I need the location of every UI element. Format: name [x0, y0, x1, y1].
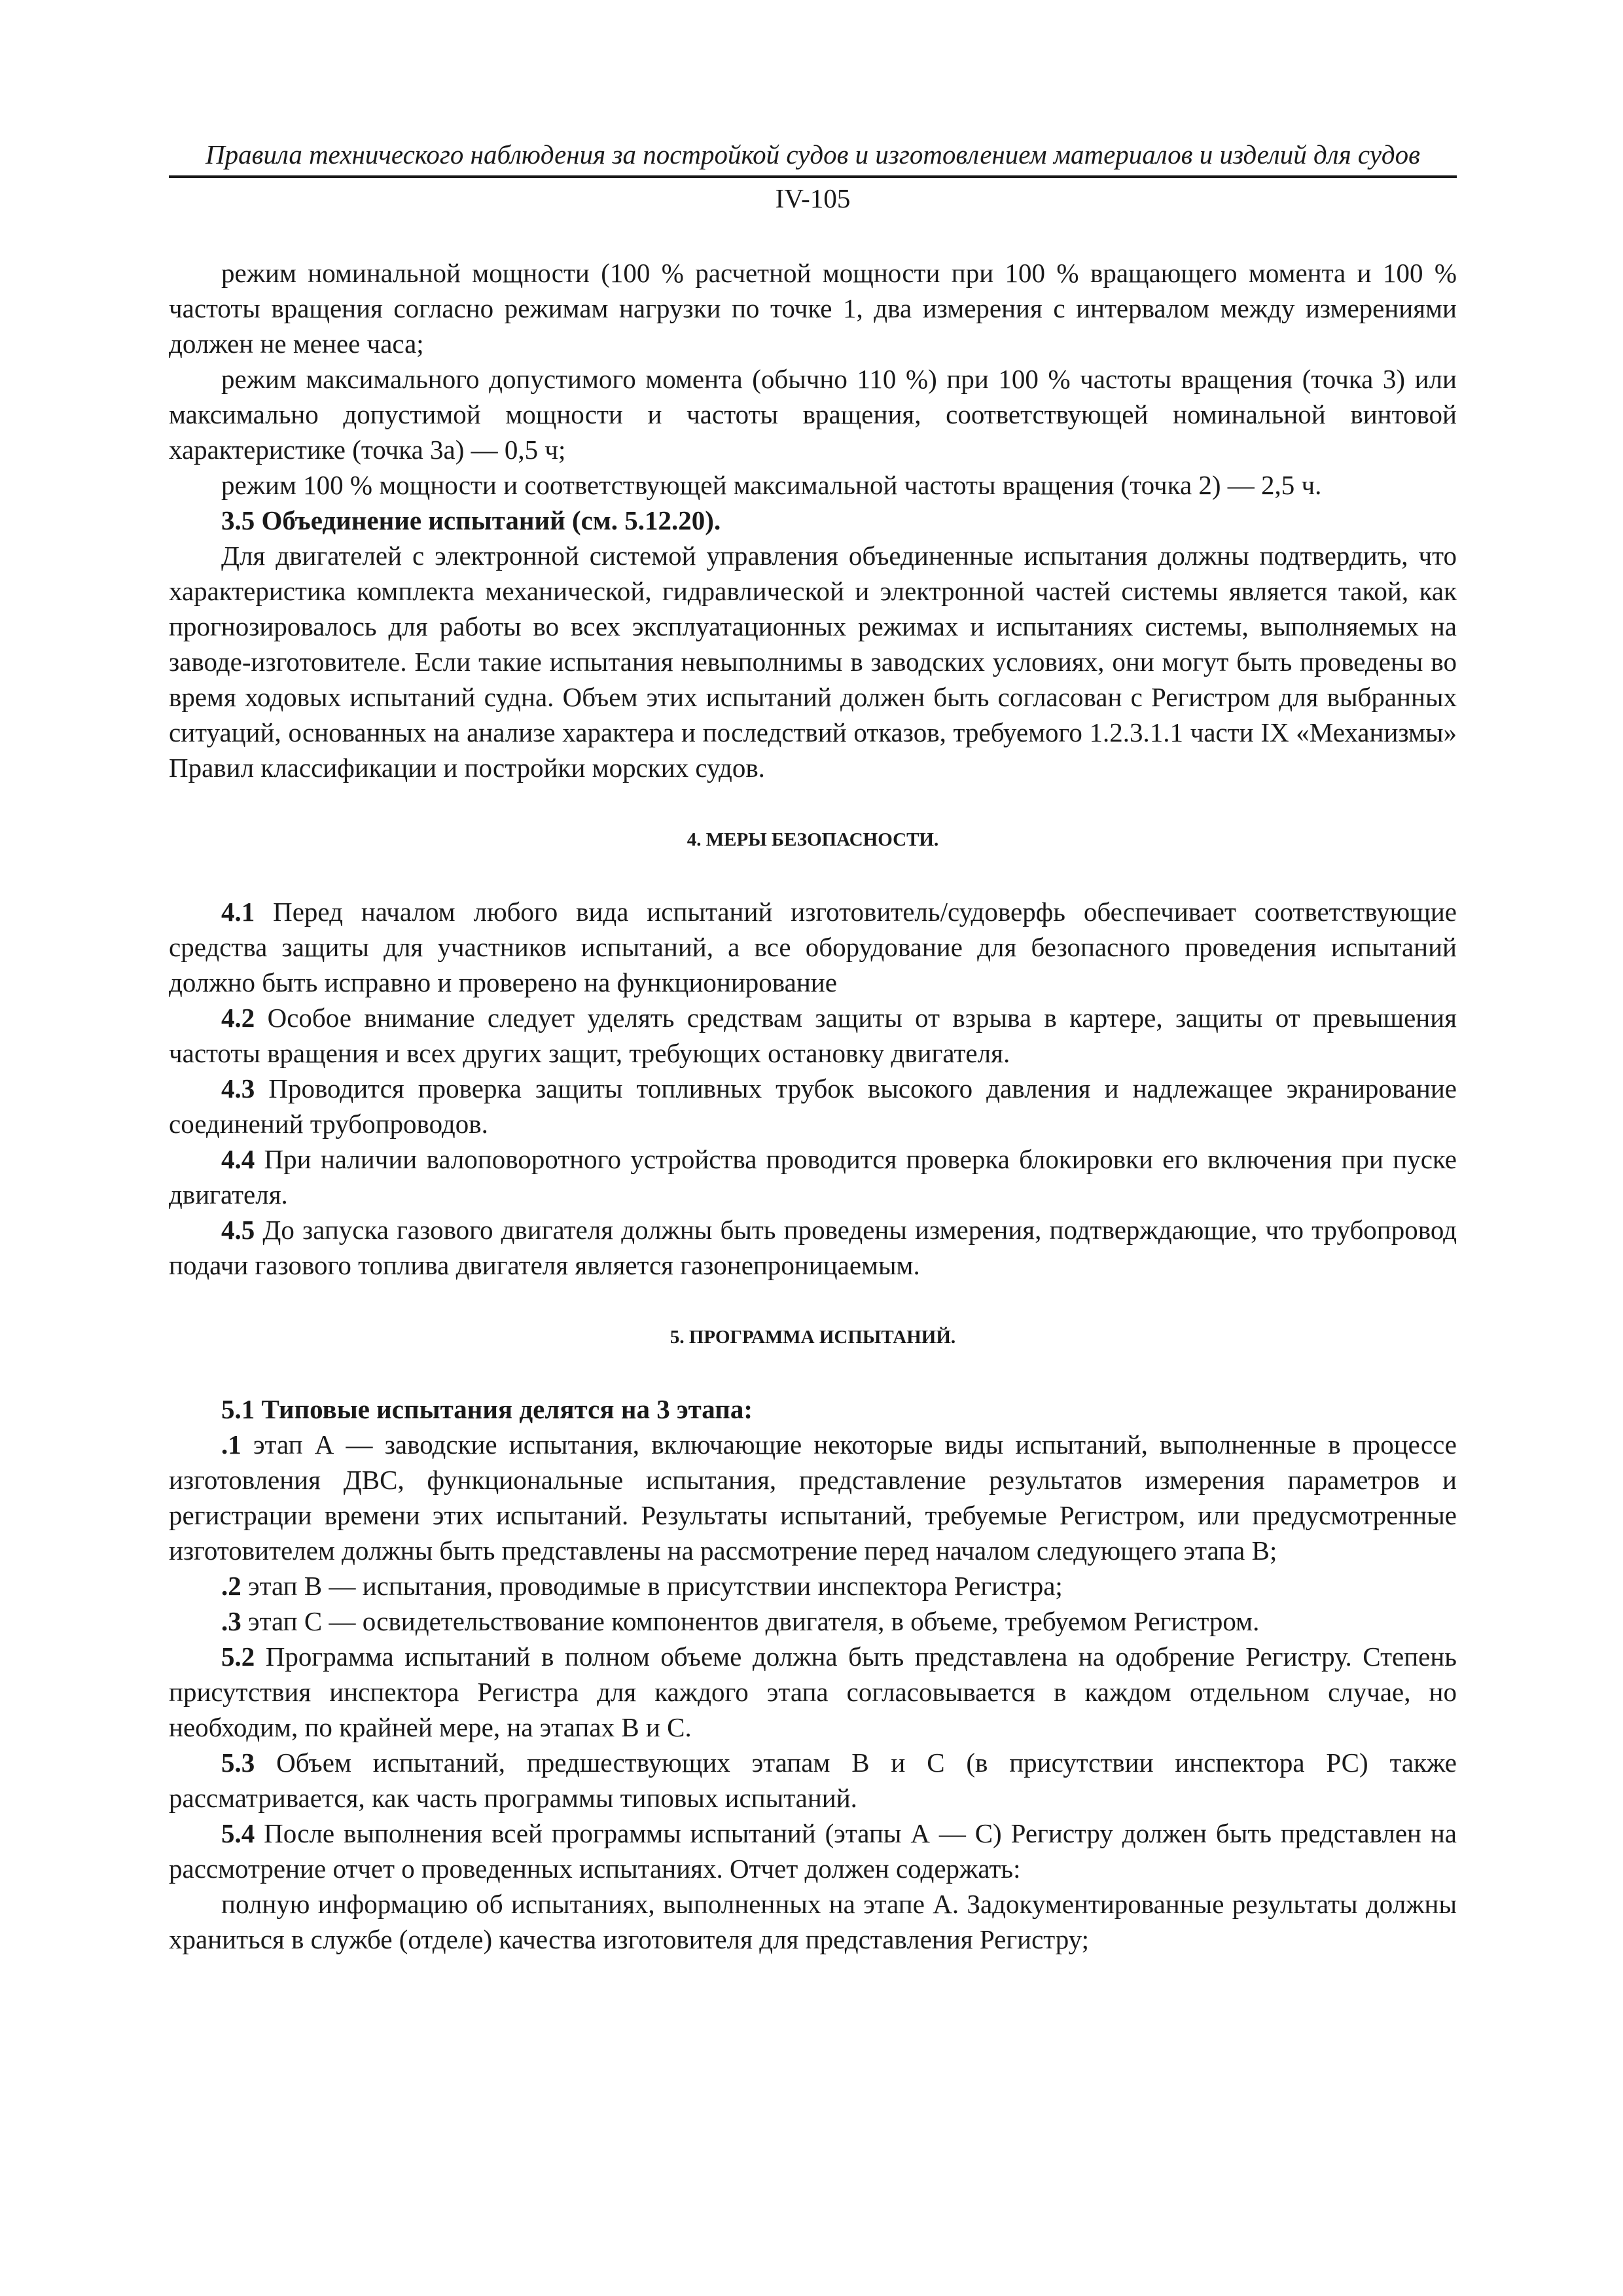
- stage-item: .3 этап С — освидетельствование компонентов двигателя, в объеме, требуемом Регистром.: [221, 1606, 1260, 1636]
- paragraph: режим максимального допустимого момента (обычно 110 %) при 100 % частоты вращения (точка 3) или максимально допустимой мощности и частоты вращения, соответствующей номинальной винтовой характеристике (точка 3а) — 0,5 ч;: [169, 364, 1457, 465]
- clause-4-5: 4.5 До запуска газового двигателя должны быть проведены измерения, подтверждающие, что трубопровод подачи газового топлива двигателя является газонепроницаемым.: [169, 1215, 1457, 1280]
- stage-item: .2 этап В — испытания, проводимые в присутствии инспектора Регистра;: [221, 1571, 1063, 1601]
- paragraph: режим номинальной мощности (100 % расчетной мощности при 100 % вращающего момента и 100 % частоты вращения согласно режимам нагрузки по точке 1, два измерения с интервалом между измерениями должен не менее часа;: [169, 258, 1457, 359]
- document-body: [169, 255, 1457, 1957]
- clause-4-1: 4.1 Перед началом любого вида испытаний изготовитель/судоверфь обеспечивает соответствующие средства защиты для участников испытаний, а все оборудование для безопасного проведения испытаний должно быть исправно и проверено на функционирование: [169, 897, 1457, 997]
- page-number: IV-105: [775, 183, 851, 213]
- paragraph: Для двигателей с электронной системой управления объединенные испытания должны подтвердить, что характеристика комплекта механической, гидравлической и электронной частей системы является такой, как прогнозировалось для работы во всех эксплуатационных режимах и испытаниях системы, выполняемых на заводе-изготовителе. Если такие испытания невыполнимы в заводских условиях, они могут быть проведены во время ходовых испытаний судна. Объем этих испытаний должен быть согласован с Регистром для выбранных ситуаций, основанных на анализе характера и последствий отказов, требуемого 1.2.3.1.1 части IX «Механизмы» Правил классификации и постройки морских судов.: [169, 541, 1457, 783]
- running-title: Правила технического наблюдения за постройкой судов и изготовлением материалов и изделий для судов: [205, 139, 1420, 170]
- paragraph: режим 100 % мощности и соответствующей максимальной частоты вращения (точка 2) — 2,5 ч.: [221, 470, 1322, 500]
- clause-4-4: 4.4 При наличии валоповоротного устройства проводится проверка блокировки его включения при пуске двигателя.: [169, 1144, 1457, 1210]
- section-4-title: 4. МЕРЫ БЕЗОПАСНОСТИ.: [687, 829, 939, 850]
- clause-4-3: 4.3 Проводится проверка защиты топливных трубок высокого давления и надлежащее экранирование соединений трубопроводов.: [169, 1073, 1457, 1139]
- clause-5-1-heading: 5.1 Типовые испытания делятся на 3 этапа:: [221, 1394, 753, 1424]
- stage-item: .1 этап А — заводские испытания, включающие некоторые виды испытаний, выполненные в процессе изготовления ДВС, функциональные испытания, представление результатов измерения параметров и регистрации времени этих испытаний. Результаты испытаний, требуемые Регистром, или предусмотренные изготовителем должны быть представлены на рассмотрение перед началом следующего этапа В;: [169, 1429, 1457, 1566]
- clause-5-2: 5.2 Программа испытаний в полном объеме должна быть представлена на одобрение Регистру. Степень присутствия инспектора Регистра для каждого этапа согласовывается в каждом отдельном случае, но необходим, по крайней мере, на этапах В и С.: [169, 1641, 1457, 1742]
- header-rule: [169, 175, 1457, 178]
- clause-heading-3-5: 3.5 Объединение испытаний (см. 5.12.20).: [221, 505, 721, 535]
- clause-4-2: 4.2 Особое внимание следует уделять средствам защиты от взрыва в картере, защиты от превышения частоты вращения и всех других защит, требующих остановку двигателя.: [169, 1003, 1457, 1068]
- paragraph-tail: полную информацию об испытаниях, выполненных на этапе А. Задокументированные результаты должны храниться в службе (отделе) качества изготовителя для представления Регистру;: [169, 1889, 1457, 1954]
- section-5-title: 5. ПРОГРАММА ИСПЫТАНИЙ.: [669, 1327, 956, 1348]
- clause-5-3: 5.3 Объем испытаний, предшествующих этапам В и С (в присутствии инспектора РС) также рассматривается, как часть программы типовых испытаний.: [169, 1748, 1457, 1813]
- clause-5-4: 5.4 После выполнения всей программы испытаний (этапы А — С) Регистру должен быть представлен на рассмотрение отчет о проведенных испытаниях. Отчет должен содержать:: [169, 1818, 1457, 1884]
